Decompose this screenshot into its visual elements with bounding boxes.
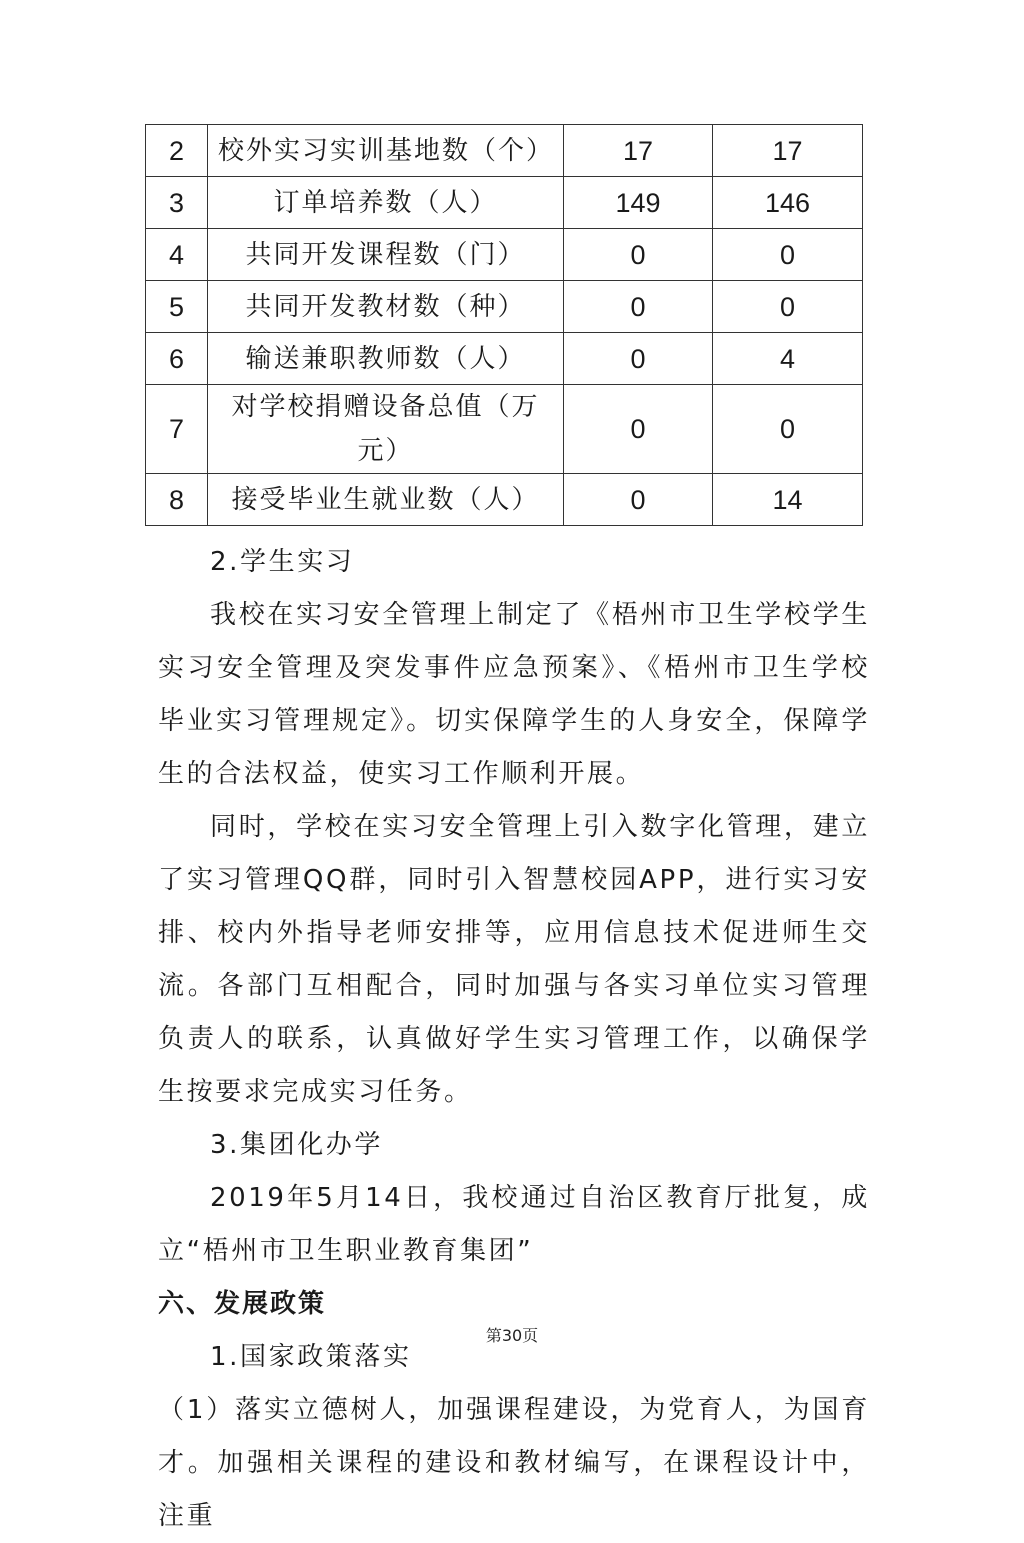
row-value-2: 17 <box>713 125 863 177</box>
section-title-development-policy: 六、发展政策 <box>158 1289 327 1319</box>
subsection-title-student-internship: 2.学生实习 <box>210 547 355 577</box>
row-item: 共同开发教材数（种） <box>208 281 564 333</box>
row-value-1: 0 <box>564 281 713 333</box>
row-item: 接受毕业生就业数（人） <box>208 474 564 526</box>
row-number: 8 <box>146 474 208 526</box>
row-number: 7 <box>146 385 208 474</box>
table-row <box>146 177 863 229</box>
table-row <box>146 229 863 281</box>
row-value-1: 0 <box>564 474 713 526</box>
paragraph-group-founding: 2019年5月14日，我校通过自治区教育厅批复，成立“梧州市卫生职业教育集团” <box>158 1183 870 1266</box>
row-number: 4 <box>146 229 208 281</box>
table-row <box>146 281 863 333</box>
row-item: 共同开发课程数（门） <box>208 229 564 281</box>
subsection-title-group-schooling: 3.集团化办学 <box>210 1130 384 1160</box>
cooperation-stats-table <box>145 124 863 526</box>
page-number: 第30页 <box>485 1326 539 1345</box>
table-row <box>146 385 863 474</box>
row-value-1: 0 <box>564 333 713 385</box>
row-value-2: 146 <box>713 177 863 229</box>
table-row <box>146 333 863 385</box>
paragraph-moral-education: （1）落实立德树人，加强课程建设，为党育人，为国育才。加强相关课程的建设和教材编写，在课程设计中，注重 <box>158 1395 870 1531</box>
row-value-1: 149 <box>564 177 713 229</box>
row-item: 订单培养数（人） <box>208 177 564 229</box>
table-row <box>146 125 863 177</box>
row-value-1: 17 <box>564 125 713 177</box>
row-number: 6 <box>146 333 208 385</box>
row-number: 3 <box>146 177 208 229</box>
row-value-1: 0 <box>564 229 713 281</box>
row-number: 2 <box>146 125 208 177</box>
body-text <box>158 536 870 1543</box>
row-value-1: 0 <box>564 385 713 474</box>
row-value-2: 14 <box>713 474 863 526</box>
row-value-2: 0 <box>713 229 863 281</box>
subsection-title-national-policy: 1.国家政策落实 <box>210 1342 412 1372</box>
row-number: 5 <box>146 281 208 333</box>
paragraph-digital-management: 同时，学校在实习安全管理上引入数字化管理，建立了实习管理QQ群，同时引入智慧校园APP，进行实习安排、校内外指导老师安排等，应用信息技术促进师生交流。各部门互相配合，同时加强与各实习单位实习管理负责人的联系，认真做好学生实习管理工作，以确保学生按要求完成实习任务。 <box>158 812 870 1107</box>
row-value-2: 4 <box>713 333 863 385</box>
row-item: 对学校捐赠设备总值（万元） <box>208 385 564 474</box>
paragraph-internship-safety: 我校在实习安全管理上制定了《梧州市卫生学校学生实习安全管理及突发事件应急预案》、《梧州市卫生学校毕业实习管理规定》。切实保障学生的人身安全，保障学生的合法权益，使实习工作顺利开展。 <box>158 600 870 789</box>
row-value-2: 0 <box>713 281 863 333</box>
row-item: 校外实习实训基地数（个） <box>208 125 564 177</box>
table-row <box>146 474 863 526</box>
row-item: 输送兼职教师数（人） <box>208 333 564 385</box>
row-value-2: 0 <box>713 385 863 474</box>
